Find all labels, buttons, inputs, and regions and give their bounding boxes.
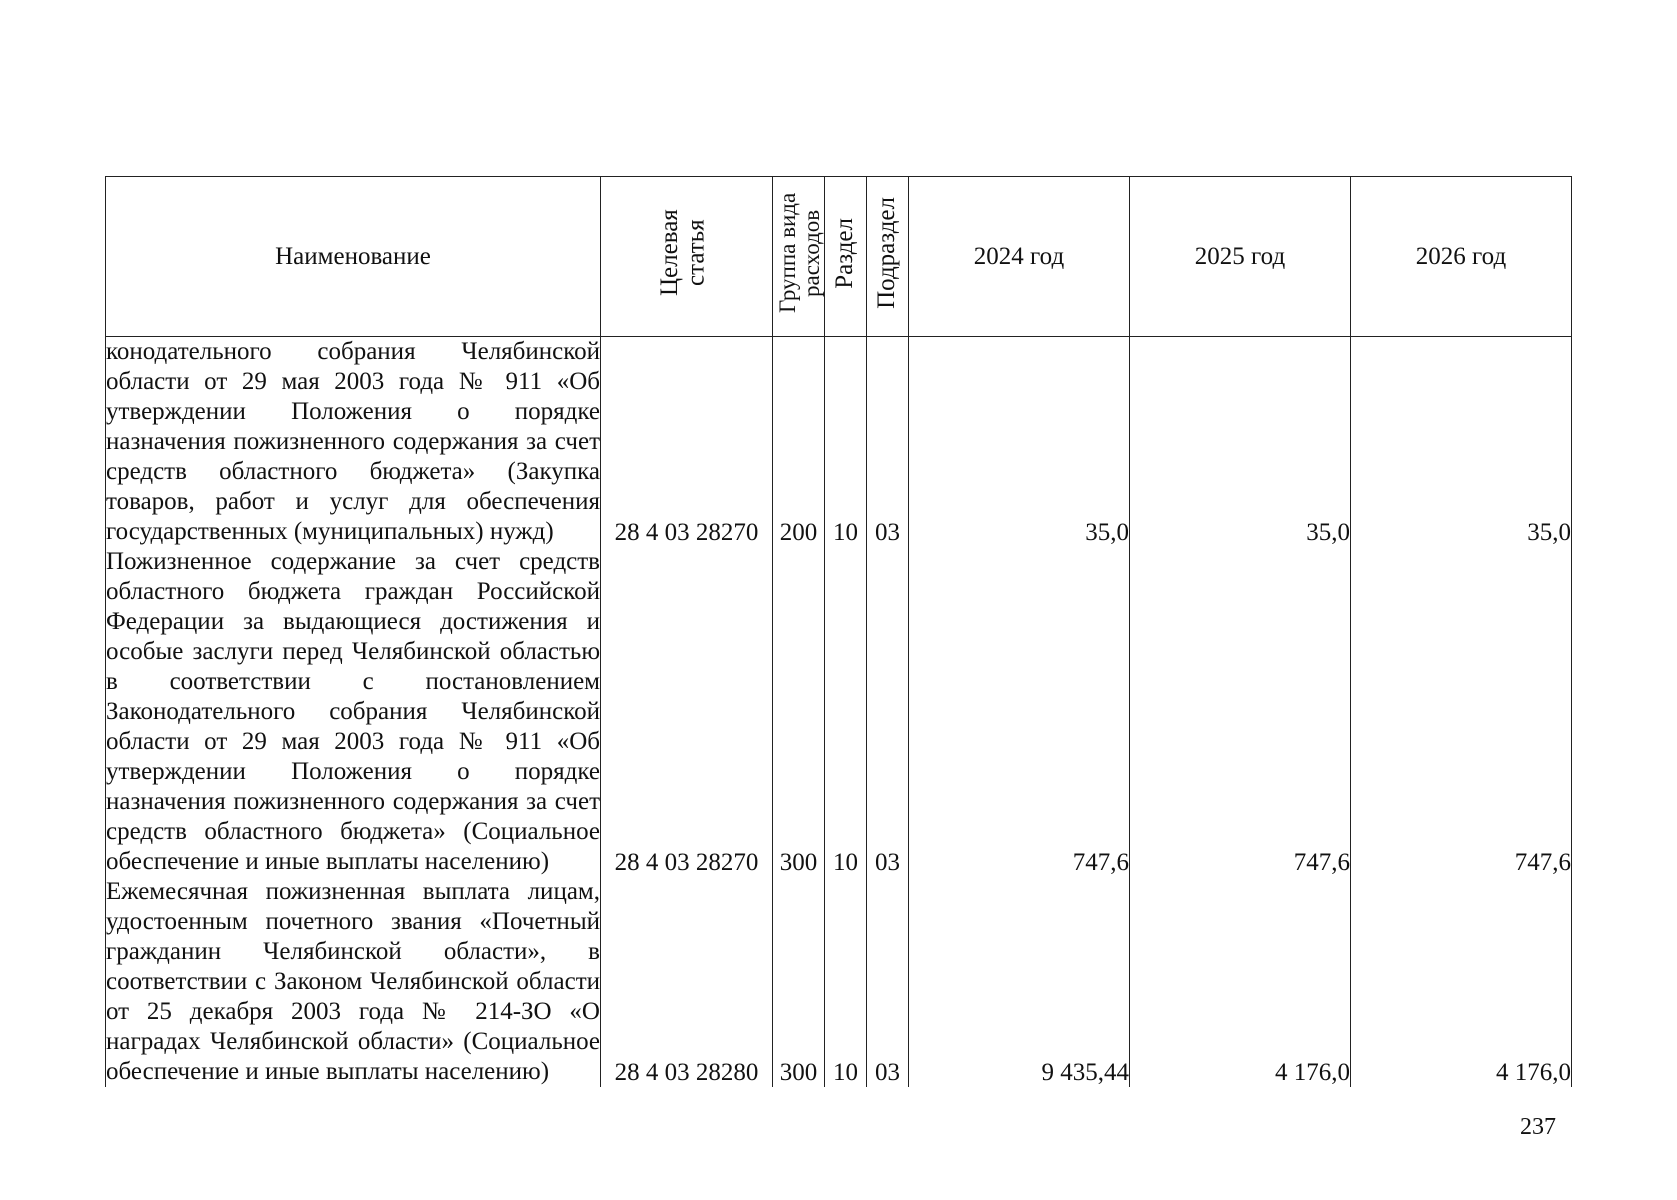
header-year-2025: 2025 год [1130, 177, 1351, 337]
table-row [106, 547, 1572, 877]
table-header-row [106, 177, 1572, 337]
header-target-article: Целевая статья [601, 177, 773, 337]
row-value-2024: 747,6 [909, 547, 1130, 877]
header-subsection: Подраздел [867, 177, 909, 337]
row-name: Ежемесячная пожизненная выплата лицам, удостоенным почетного звания «Почетный гражданин Челябинской области», в соответствии с Законом Челябинской области от 25 декабря 2003 года № 214-ЗО «О наградах Челябинской области» (Социальное обеспечение и иные выплаты населению) [106, 878, 600, 1085]
row-target-article: 28 4 03 28280 [601, 877, 773, 1087]
budget-table [105, 176, 1572, 1087]
page-number: 237 [1520, 1114, 1556, 1140]
row-value-2026: 35,0 [1351, 337, 1572, 548]
row-expense-group: 200 [773, 337, 825, 548]
header-section: Раздел [825, 177, 867, 337]
row-target-article: 28 4 03 28270 [601, 337, 773, 548]
row-value-2024: 9 435,44 [909, 877, 1130, 1087]
row-subsection: 03 [867, 337, 909, 548]
row-value-2025: 35,0 [1130, 337, 1351, 548]
header-year-2024: 2024 год [909, 177, 1130, 337]
row-value-2025: 4 176,0 [1130, 877, 1351, 1087]
row-section: 10 [825, 337, 867, 548]
row-target-article: 28 4 03 28270 [601, 547, 773, 877]
row-subsection: 03 [867, 877, 909, 1087]
row-value-2026: 4 176,0 [1351, 877, 1572, 1087]
header-expense-group: Группа вида расходов [773, 177, 825, 337]
table-row [106, 877, 1572, 1087]
row-expense-group: 300 [773, 547, 825, 877]
row-expense-group: 300 [773, 877, 825, 1087]
row-value-2024: 35,0 [909, 337, 1130, 548]
row-name: конодательного собрания Челябинской области от 29 мая 2003 года № 911 «Об утверждении Положения о порядке назначения пожизненного содержания за счет средств областного бюджета» (Закупка товаров, работ и услуг для обеспечения государственных (муниципальных) нужд) [106, 338, 600, 545]
header-name: Наименование [106, 177, 601, 337]
row-section: 10 [825, 547, 867, 877]
header-year-2026: 2026 год [1351, 177, 1572, 337]
row-value-2025: 747,6 [1130, 547, 1351, 877]
row-subsection: 03 [867, 547, 909, 877]
table-row [106, 337, 1572, 548]
row-section: 10 [825, 877, 867, 1087]
row-value-2026: 747,6 [1351, 547, 1572, 877]
row-name: Пожизненное содержание за счет средств областного бюджета граждан Российской Федерации за выдающиеся достижения и особые заслуги перед Челябинской областью в соответствии с постановлением Законодательного собрания Челябинской области от 29 мая 2003 года № 911 «Об утверждении Положения о порядке назначения пожизненного содержания за счет средств областного бюджета» (Социальное обеспечение и иные выплаты населению) [106, 548, 600, 875]
